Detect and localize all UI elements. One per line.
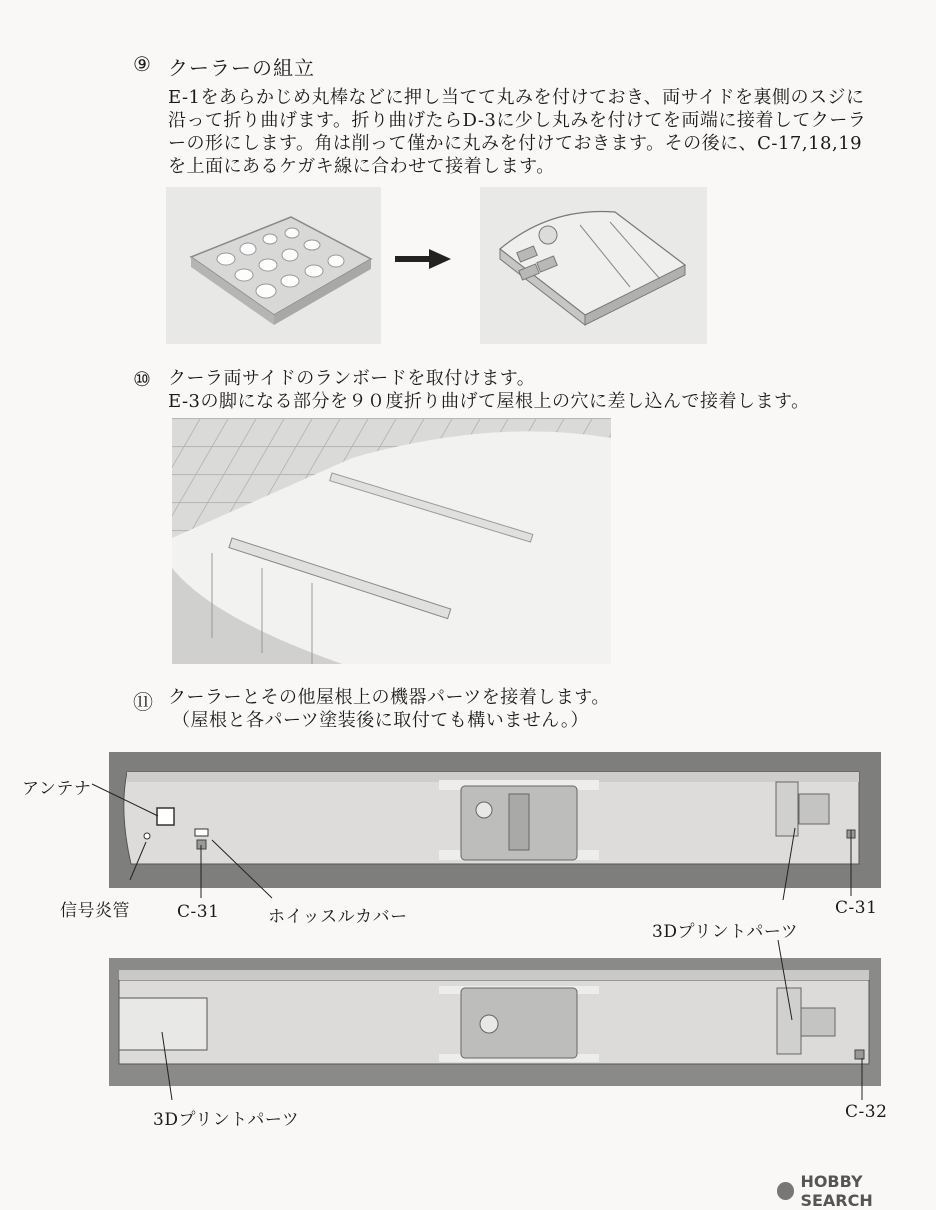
label-c32: C-32: [845, 1102, 888, 1122]
step-10-text: [168, 367, 908, 413]
text-line: 沿って折り曲げます。折り曲げたらD-3に少し丸みを付けてを両端に接着してクーラ: [168, 110, 867, 131]
label-signal-horn: 信号炎管: [60, 901, 130, 921]
arrow-icon: [395, 249, 451, 273]
text-line: E-1をあらかじめ丸棒などに押し当てて丸みを付けておき、両サイドを裏側のスジに: [168, 87, 865, 108]
step-10-number: ⑩: [133, 367, 151, 391]
step-9-text: [168, 86, 908, 178]
leader-lines-top: [0, 740, 936, 920]
logo-badge-icon: [777, 1182, 794, 1200]
step-9-number: ⑨: [133, 52, 151, 76]
logo-text: HOBBY SEARCH: [800, 1172, 873, 1210]
cooler-assembled-photo: [480, 187, 707, 344]
label-3d-print-parts-top: 3Dプリントパーツ: [652, 922, 799, 942]
runboard-photo: [172, 418, 611, 664]
text-line: クーラ両サイドのランボードを取付けます。: [168, 368, 536, 389]
step-9-title: クーラーの組立: [168, 56, 315, 80]
text-line: ーの形にします。角は削って僅かに丸みを付けておきます。その後に、C-17,18,19: [168, 133, 863, 154]
text-line: （屋根と各パーツ塗装後に取付ても構いません。）: [172, 710, 589, 731]
label-antenna: アンテナ: [22, 779, 92, 799]
leader-lines-bottom: [0, 940, 936, 1110]
label-c31-right: C-31: [835, 898, 878, 918]
cooler-flat-photo: [166, 187, 381, 344]
label-3d-print-parts-bottom: 3Dプリントパーツ: [153, 1110, 300, 1130]
runboard-illustration: [172, 418, 611, 664]
step-11-text: [168, 686, 908, 732]
label-c31-left: C-31: [177, 902, 220, 922]
text-line: クーラーとその他屋根上の機器パーツを接着します。: [168, 687, 610, 708]
step-11-number: ⑪: [133, 690, 153, 714]
label-whistle-cover: ホイッスルカバー: [268, 907, 408, 927]
text-line: を上面にあるケガキ線に合わせて接着します。: [168, 156, 555, 177]
hobby-search-logo: [777, 1172, 936, 1210]
cooler-flat-illustration: [166, 187, 381, 344]
cooler-assembled-illustration: [480, 187, 707, 344]
text-line: E-3の脚になる部分を９０度折り曲げて屋根上の穴に差し込んで接着します。: [168, 391, 810, 412]
